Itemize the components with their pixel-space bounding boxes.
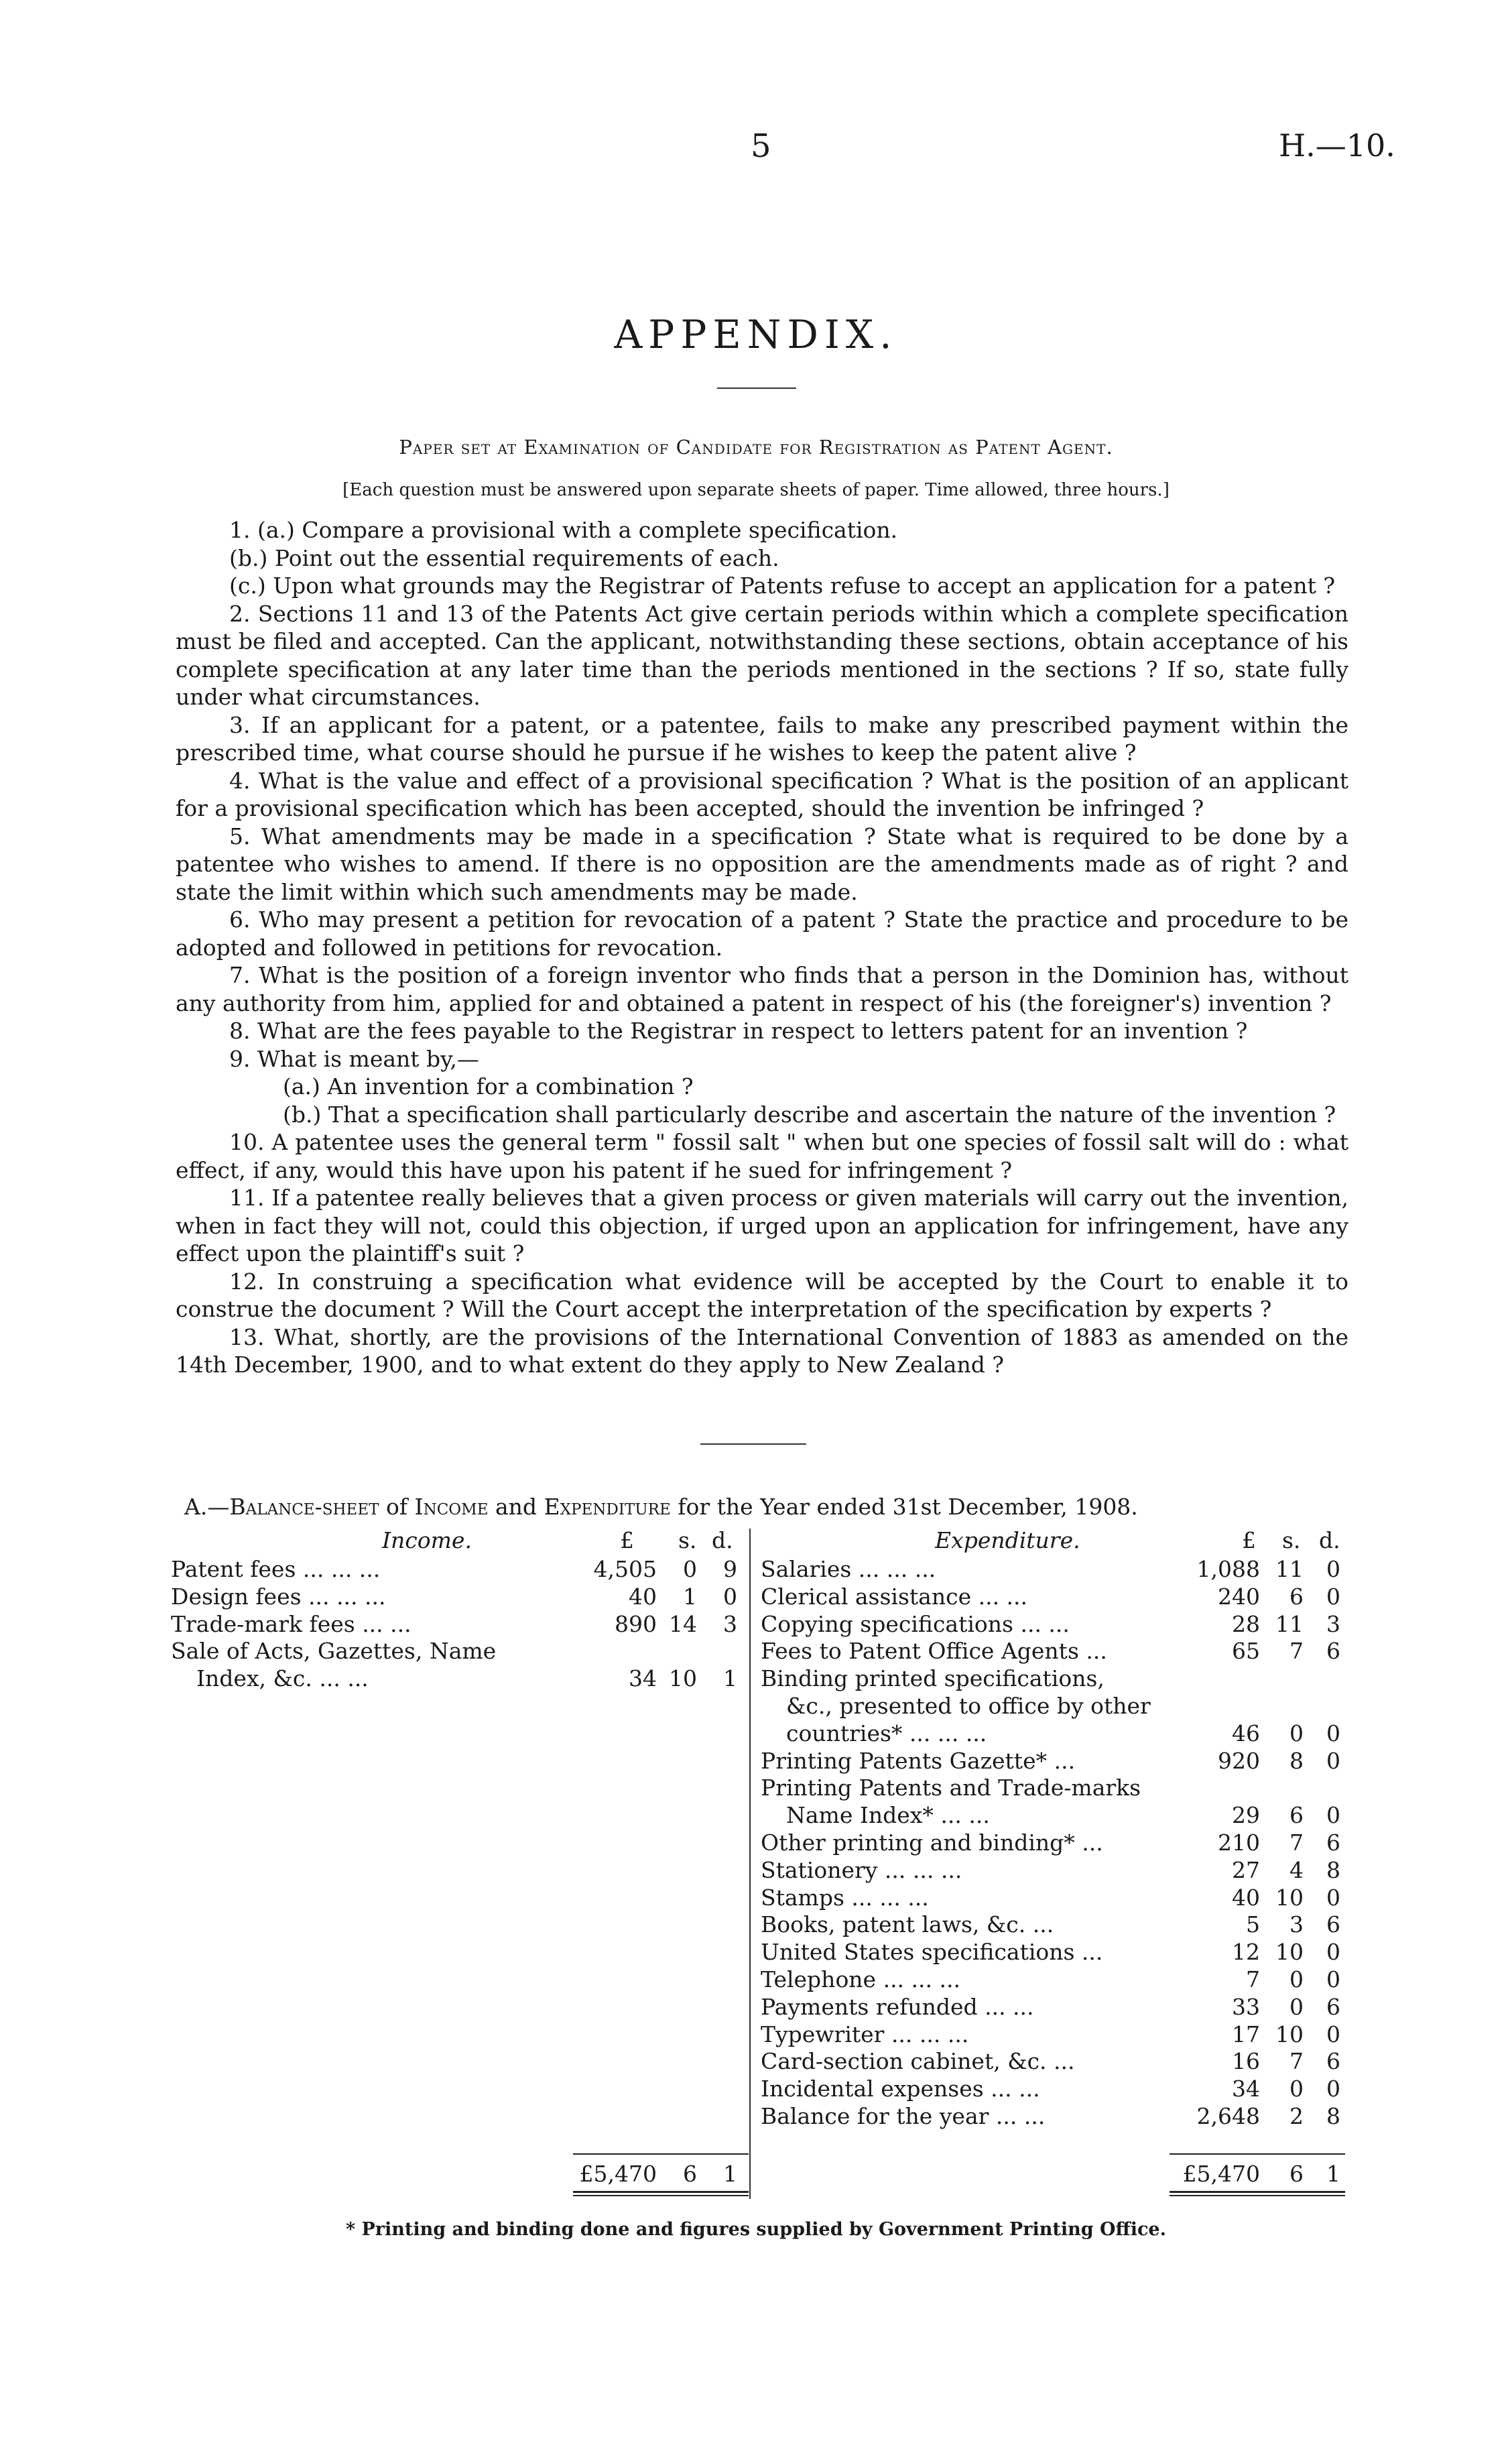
income-unit-pence: d. [712, 1527, 733, 1553]
expenditure-pence: 6 [1326, 1993, 1340, 2020]
expenditure-label: Binding printed specifications, [761, 1665, 1105, 1692]
expenditure-shillings: 8 [1289, 1747, 1304, 1774]
expenditure-total-pence: 1 [1326, 2161, 1340, 2187]
income-total-pence: 1 [723, 2161, 737, 2187]
expenditure-total-rule-top [1170, 2153, 1345, 2155]
expenditure-row [0, 1966, 1512, 1993]
income-shillings: 1 [683, 1583, 697, 1610]
expenditure-pounds: 7 [1246, 1966, 1260, 1992]
question-12: (a.) An invention for a combination ? [283, 1073, 694, 1099]
expenditure-pence: 0 [1326, 1583, 1340, 1610]
balance-title-rest: for the Year ended 31st December, 1908. [670, 1494, 1138, 1520]
exam-heading: Paper set at Examination of Candidate for Registration as Patent Agent. [399, 436, 1113, 459]
expenditure-row [0, 1637, 1512, 1665]
expenditure-row [0, 1747, 1512, 1775]
expenditure-label: Fees to Patent Office Agents ... [761, 1638, 1107, 1665]
balance-title-balance-sheet: Balance-sheet [229, 1494, 379, 1520]
expenditure-row [0, 1801, 1512, 1829]
expenditure-shillings: 0 [1289, 1993, 1304, 2020]
expenditure-row [0, 2102, 1512, 2130]
question-8: 6. Who may present a petition for revocation of a patent ? State the practice and procedure to be adopted and followed in petitions for revocation. [176, 906, 1348, 961]
expenditure-pounds: 29 [1232, 1802, 1260, 1829]
question-15: 11. If a patentee really believes that a given process or given materials will carry out the invention, when in fact they will not, could this objection, if urged upon an application for infringement, have any effect upon the plaintiff's suit ? [176, 1185, 1348, 1266]
expenditure-pounds: 17 [1232, 2021, 1260, 2047]
expenditure-label: Printing Patents Gazette* ... [761, 1747, 1076, 1774]
expenditure-shillings: 7 [1289, 2048, 1304, 2075]
expenditure-row [0, 1610, 1512, 1638]
expenditure-shillings: 11 [1275, 1610, 1304, 1637]
expenditure-label: Typewriter ... ... ... [761, 2021, 969, 2047]
expenditure-unit-shillings: s. [1282, 1527, 1301, 1553]
question-9: 7. What is the position of a foreign inventor who finds that a person in the Dominion has, without any authority from him, applied for and obtained a patent in respect of his (the foreigner's) invention ? [176, 962, 1348, 1016]
balance-title-income: Income [414, 1494, 489, 1520]
expenditure-label: Name Index* ... ... [786, 1802, 990, 1829]
expenditure-row [0, 1692, 1512, 1720]
income-unit-shillings: s. [678, 1527, 697, 1553]
expenditure-row [0, 2021, 1512, 2048]
expenditure-row [0, 1774, 1512, 1801]
expenditure-row [0, 1911, 1512, 1938]
expenditure-pounds: 28 [1232, 1610, 1260, 1637]
expenditure-total-pounds: £5,470 [1182, 2161, 1260, 2187]
expenditure-pence: 0 [1326, 1966, 1340, 1992]
expenditure-pence: 6 [1326, 2048, 1340, 2075]
expenditure-shillings: 11 [1275, 1556, 1304, 1582]
expenditure-pence: 0 [1326, 1884, 1340, 1911]
expenditure-pence: 0 [1326, 2076, 1340, 2102]
expenditure-total-shillings: 6 [1289, 2161, 1304, 2187]
income-label: Sale of Acts, Gazettes, Name [171, 1638, 497, 1665]
expenditure-row [0, 2075, 1512, 2102]
expenditure-pounds: 240 [1218, 1583, 1260, 1610]
income-pounds: 890 [615, 1610, 657, 1637]
expenditure-row [0, 1583, 1512, 1610]
income-shillings: 10 [669, 1665, 697, 1692]
expenditure-label: Other printing and binding* ... [761, 1830, 1103, 1856]
expenditure-pence: 0 [1326, 1720, 1340, 1746]
expenditure-pounds: 5 [1246, 1911, 1260, 1938]
income-pence: 3 [723, 1610, 737, 1637]
expenditure-pounds: 920 [1218, 1747, 1260, 1774]
document-code: H.—10. [1279, 127, 1395, 164]
income-unit-pounds: £ [620, 1527, 634, 1553]
expenditure-label: Telephone ... ... ... [761, 1966, 960, 1992]
income-heading: Income. [382, 1527, 472, 1553]
expenditure-shillings: 4 [1289, 1856, 1304, 1883]
question-6: 4. What is the value and effect of a provisional specification ? What is the position of an applicant for a provisional specification which has been accepted, should the invention be infringed ? [176, 767, 1348, 821]
expenditure-shillings: 3 [1289, 1911, 1304, 1938]
expenditure-row [0, 1665, 1512, 1692]
income-total-rule-top [573, 2153, 749, 2155]
expenditure-label: Balance for the year ... ... [761, 2103, 1046, 2129]
expenditure-shillings: 0 [1289, 1720, 1304, 1746]
balance-title-and: and [488, 1494, 544, 1520]
expenditure-pounds: 34 [1232, 2076, 1260, 2102]
expenditure-pence: 0 [1326, 1747, 1340, 1774]
expenditure-shillings: 7 [1289, 1830, 1304, 1856]
expenditure-pence: 0 [1326, 2021, 1340, 2047]
income-pounds: 34 [629, 1665, 657, 1692]
expenditure-label: Payments refunded ... ... [761, 1993, 1034, 2020]
appendix-title: APPENDIX. [614, 312, 898, 357]
income-label: Design fees ... ... ... [171, 1583, 386, 1610]
question-2: (b.) Point out the essential requirements of each. [229, 544, 779, 571]
question-list [176, 516, 1348, 1379]
expenditure-pence: 0 [1326, 1802, 1340, 1829]
expenditure-label: Salaries ... ... ... [761, 1556, 936, 1582]
question-3: (c.) Upon what grounds may the Registrar of Patents refuse to accept an application for a patent ? [229, 573, 1336, 599]
question-14: 10. A patentee uses the general term " fossil salt " when but one species of fossil salt will do : what effect, if any, would this have upon his patent if he sued for infringement ? [176, 1129, 1348, 1183]
expenditure-pounds: 46 [1232, 1720, 1260, 1746]
expenditure-pounds: 27 [1232, 1856, 1260, 1883]
expenditure-pence: 6 [1326, 1911, 1340, 1938]
question-11: 9. What is meant by,— [229, 1045, 479, 1072]
expenditure-row [0, 1829, 1512, 1856]
footnote: * Printing and binding done and figures supplied by Government Printing Office. [345, 2219, 1166, 2240]
balance-title-expenditure: Expenditure [544, 1494, 671, 1520]
balance-title-of: of [379, 1494, 415, 1520]
expenditure-pence: 6 [1326, 1830, 1340, 1856]
expenditure-label: countries* ... ... ... [786, 1720, 987, 1746]
expenditure-total-rule-bottom [1170, 2191, 1345, 2193]
expenditure-label: &c., presented to office by other [786, 1693, 1151, 1719]
expenditure-shillings: 7 [1289, 1638, 1304, 1665]
income-total-shillings: 6 [683, 2161, 697, 2187]
expenditure-shillings: 10 [1275, 1939, 1304, 1966]
expenditure-label: Stamps ... ... ... [761, 1884, 929, 1911]
balance-sheet-title [184, 1494, 1138, 1520]
expenditure-label: Incidental expenses ... ... [761, 2076, 1040, 2102]
expenditure-row [0, 1720, 1512, 1747]
expenditure-total-rule-bottom-2 [1170, 2195, 1345, 2196]
income-total-pounds: £5,470 [579, 2161, 657, 2187]
income-shillings: 0 [683, 1556, 697, 1582]
expenditure-pounds: 40 [1232, 1884, 1260, 1911]
expenditure-row [0, 1938, 1512, 1966]
income-label: Trade-mark fees ... ... [171, 1610, 412, 1637]
expenditure-unit-pounds: £ [1242, 1527, 1256, 1553]
expenditure-row [0, 1555, 1512, 1583]
question-13: (b.) That a specification shall particularly describe and ascertain the nature of the invention ? [283, 1101, 1336, 1128]
question-10: 8. What are the fees payable to the Registrar in respect to letters patent for an invention ? [229, 1018, 1248, 1044]
income-pence: 1 [723, 1665, 737, 1692]
income-pounds: 40 [629, 1583, 657, 1610]
question-7: 5. What amendments may be made in a specification ? State what is required to be done by a patentee who wishes to amend. If there is no opposition are the amendments made as of right ? and state the limit within which such amendments may be made. [176, 823, 1348, 905]
expenditure-pounds: 16 [1232, 2048, 1260, 2075]
question-1: 1. (a.) Compare a provisional with a complete specification. [229, 517, 898, 543]
income-pence: 9 [723, 1556, 737, 1582]
expenditure-shillings: 10 [1275, 1884, 1304, 1911]
expenditure-pounds: 1,088 [1196, 1556, 1260, 1582]
balance-title-prefix: A.— [184, 1494, 230, 1520]
income-pence: 0 [723, 1583, 737, 1610]
income-pounds: 4,505 [593, 1556, 657, 1582]
income-total-rule-bottom [573, 2191, 749, 2193]
expenditure-pence: 0 [1326, 1939, 1340, 1966]
exam-note: [Each question must be answered upon separate sheets of paper. Time allowed, three hours.] [342, 480, 1170, 500]
expenditure-row [0, 1993, 1512, 2021]
totals-row [0, 2160, 1512, 2188]
expenditure-shillings: 6 [1289, 1583, 1304, 1610]
expenditure-pence: 6 [1326, 1638, 1340, 1665]
title-divider [717, 387, 796, 389]
expenditure-pence: 8 [1326, 1856, 1340, 1883]
expenditure-pounds: 65 [1232, 1638, 1260, 1665]
expenditure-label: Card-section cabinet, &c. ... [761, 2048, 1075, 2075]
expenditure-label: Copying specifications ... ... [761, 1610, 1070, 1637]
expenditure-pence: 8 [1326, 2103, 1340, 2129]
question-5: 3. If an applicant for a patent, or a patentee, fails to make any prescribed payment within the prescribed time, what course should he pursue if he wishes to keep the patent alive ? [176, 711, 1348, 766]
section-divider [700, 1443, 806, 1445]
income-label: Index, &c. ... ... [196, 1665, 369, 1692]
question-17: 13. What, shortly, are the provisions of the International Convention of 1883 as amended on the 14th December, 1900, and to what extent do they apply to New Zealand ? [176, 1323, 1348, 1378]
expenditure-label: Books, patent laws, &c. ... [761, 1911, 1054, 1938]
expenditure-pounds: 2,648 [1196, 2103, 1260, 2129]
expenditure-label: Stationery ... ... ... [761, 1856, 962, 1883]
expenditure-label: United States specifications ... [761, 1939, 1103, 1966]
expenditure-heading: Expenditure. [935, 1527, 1080, 1553]
expenditure-pence: 3 [1326, 1610, 1340, 1637]
expenditure-shillings: 6 [1289, 1802, 1304, 1829]
income-shillings: 14 [669, 1610, 697, 1637]
expenditure-shillings: 0 [1289, 1966, 1304, 1992]
question-16: 12. In construing a specification what evidence will be accepted by the Court to enable it to construe the document ? Will the Court accept the interpretation of the specification by experts ? [176, 1268, 1348, 1322]
income-label: Patent fees ... ... ... [171, 1556, 381, 1582]
expenditure-pounds: 33 [1232, 1993, 1260, 2020]
expenditure-row [0, 1856, 1512, 1884]
expenditure-shillings: 10 [1275, 2021, 1304, 2047]
page-number: 5 [751, 127, 771, 165]
expenditure-row [0, 1884, 1512, 1911]
expenditure-label: Printing Patents and Trade-marks [761, 1775, 1141, 1801]
expenditure-label: Clerical assistance ... ... [761, 1583, 1028, 1610]
expenditure-shillings: 2 [1289, 2103, 1304, 2129]
expenditure-row [0, 2047, 1512, 2075]
expenditure-unit-pence: d. [1319, 1527, 1340, 1553]
expenditure-pounds: 210 [1218, 1830, 1260, 1856]
expenditure-shillings: 0 [1289, 2076, 1304, 2102]
income-total-rule-bottom-2 [573, 2195, 749, 2196]
question-4: 2. Sections 11 and 13 of the Patents Act give certain periods within which a complete specification must be filed and accepted. Can the applicant, notwithstanding these sections, obtain acceptance of his complete specification at any later time than the periods mentioned in the sections ? If so, state fully under what circumstances. [176, 600, 1348, 710]
expenditure-pence: 0 [1326, 1556, 1340, 1582]
expenditure-pounds: 12 [1232, 1939, 1260, 1966]
